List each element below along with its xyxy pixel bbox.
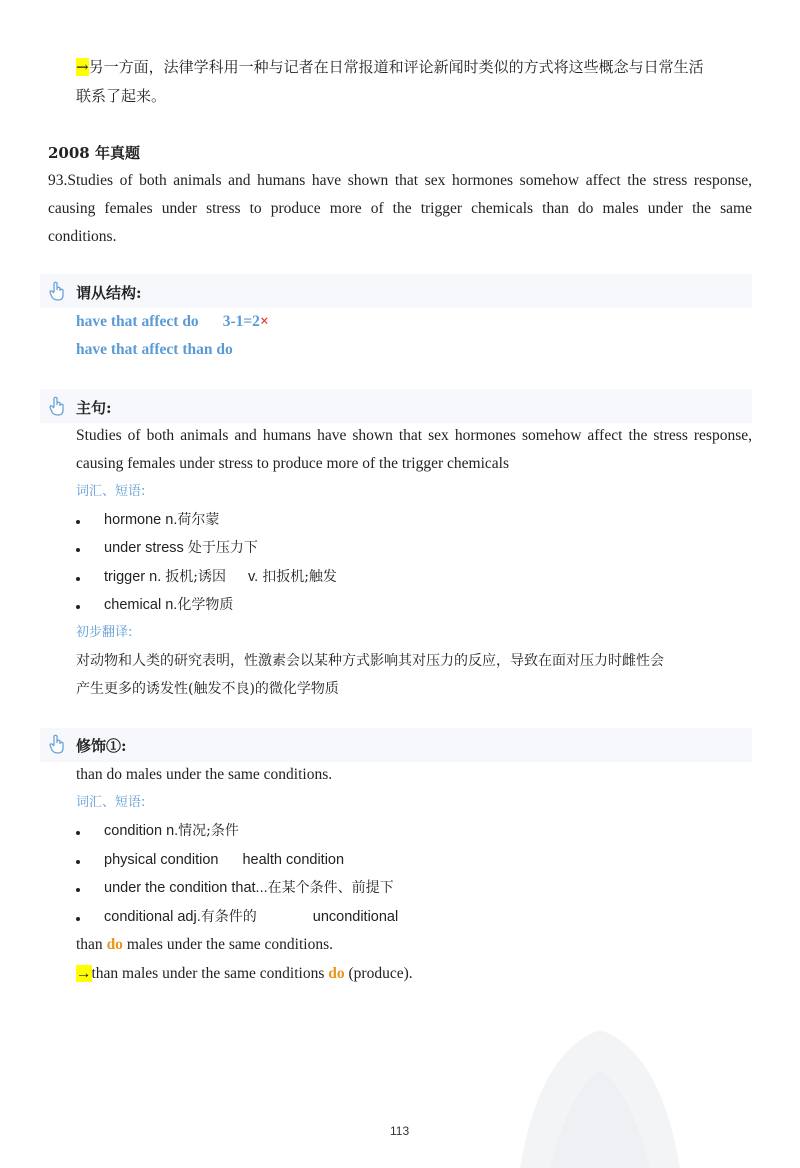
vocab-item: under the condition that...在某个条件、前提下 — [104, 880, 394, 896]
translation-label: 初步翻译: — [76, 625, 133, 640]
vocab-item: chemical n.化学物质 — [104, 597, 234, 613]
vocab-item: trigger n. 扳机;诱因 v. 扣扳机;触发 — [104, 569, 337, 585]
rewrite-line-1: than do males under the same conditions. — [76, 936, 333, 953]
main-clause-line-1: Studies of both animals and humans have shown that sex hormones somehow affect the stress response, — [76, 427, 752, 444]
translation-line-2: 产生更多的诱发性(触发不良)的微化学物质 — [76, 681, 339, 697]
keyword-do: do — [106, 936, 123, 953]
bullet — [76, 520, 80, 524]
page-number: 113 — [390, 1124, 410, 1138]
vocab-item: under stress 处于压力下 — [104, 540, 258, 556]
main-clause-title: 主句: — [76, 399, 112, 417]
modifier-line-1: than do males under the same conditions. — [76, 766, 333, 783]
structure-row-1-text: have that affect do — [76, 313, 199, 330]
wrong-mark: × — [259, 313, 269, 330]
bullet — [76, 860, 80, 864]
main-clause-line-2: causing females under stress to produce more of the trigger chemicals — [76, 455, 509, 472]
vocab-item: conditional adj.有条件的 unconditional — [104, 909, 399, 925]
hand-pointer-icon — [48, 396, 66, 416]
arrow-highlight: → — [76, 58, 89, 76]
main-clause-header-bar — [40, 389, 752, 423]
vocab-item: hormone n.荷尔蒙 — [104, 512, 220, 528]
sentence-line-2: causing females under stress to produce more of the trigger chemicals than do males under the same — [48, 200, 752, 217]
structure-row-1 — [76, 312, 269, 332]
bullet — [76, 577, 80, 581]
vocab-item: physical condition health condition — [104, 852, 345, 868]
structure-row-2: have that affect than do — [76, 341, 233, 358]
bullet — [76, 831, 80, 835]
bullet — [76, 888, 80, 892]
bullet — [76, 605, 80, 609]
structure-header-bar — [40, 274, 752, 308]
translation-line-1: 对动物和人类的研究表明，性激素会以某种方式影响其对压力的反应，导致在面对压力时雌性会 — [76, 653, 664, 669]
intro-line-2: 联系了起来。 — [76, 87, 167, 105]
vocab-label: 词汇、短语: — [76, 795, 146, 810]
structure-row-1-calc: 3-1=2 — [222, 313, 260, 330]
modifier-title: 修饰①: — [76, 737, 127, 755]
bullet — [76, 548, 80, 552]
sentence-line-3: conditions. — [48, 228, 117, 245]
intro-text: 另一方面，法律学科用一种与记者在日常报道和评论新闻时类似的方式将这些概念与日常生活 — [88, 58, 704, 76]
arrow-highlight: → — [76, 965, 92, 982]
watermark-logo — [510, 1010, 690, 1168]
modifier-header-bar — [40, 728, 752, 762]
vocab-item: condition n.情况;条件 — [104, 823, 239, 839]
keyword-do: do — [328, 965, 345, 982]
structure-title: 谓从结构: — [76, 284, 142, 302]
bullet — [76, 917, 80, 921]
section-title: 2008 年真题 — [48, 144, 140, 162]
hand-pointer-icon — [48, 281, 66, 301]
vocab-label: 词汇、短语: — [76, 484, 146, 499]
intro-line-1 — [76, 57, 752, 77]
rewrite-line-2: →than males under the same conditions do (produce). — [76, 965, 413, 982]
sentence-line-1: 93.Studies of both animals and humans have shown that sex hormones somehow affect the stress response, — [48, 172, 752, 189]
hand-pointer-icon — [48, 734, 66, 754]
